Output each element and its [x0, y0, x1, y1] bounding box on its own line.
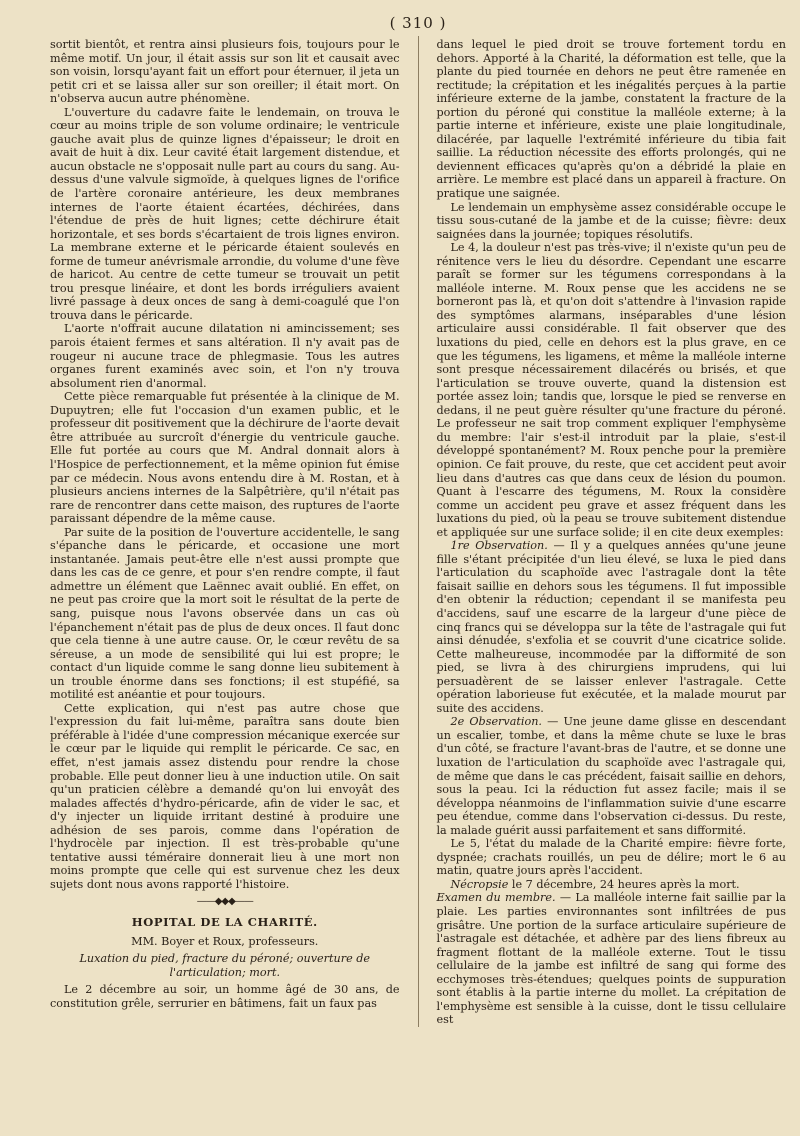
- two-column-body: [50, 38, 786, 1027]
- paragraph: Le lendemain un emphysème assez considérable occupe le tissu sous-cutané de la jambe et de la cuisse; fièvre: deux saignées dans la journée; topiques résolutifs.: [436, 200, 786, 241]
- paragraph: sortit bientôt, et rentra ainsi plusieurs fois, toujours pour le même motif. Un jour, il était assis sur son lit et causait avec son voisin, lorsqu'ayant fait un effort pour éternuer, il jeta un petit cri et se laissa aller sur son oreiller; il était mort. On n'observa aucun autre phénomène.: [50, 38, 400, 106]
- observation-2-label: 2e Observation.: [450, 715, 542, 729]
- right-column: [436, 38, 786, 1027]
- hospital-heading: HOPITAL DE LA CHARITÉ.: [131, 915, 318, 929]
- section-separator: ——◆◆◆——: [196, 896, 253, 908]
- paragraph: L'aorte n'offrait aucune dilatation ni amincissement; ses parois étaient fermes et sans altération. Il n'y avait pas de rougeur ni aucune trace de phlegmasie. Tous les autres organes furent examinés avec soin, et l'on n'y trouva absolument rien d'anormal.: [50, 322, 400, 390]
- paragraph: Le 2 décembre au soir, un homme âgé de 30 ans, de constitution grêle, serrurier en bâtimens, fait un faux pas: [50, 983, 400, 1010]
- examen-text: — La malléole interne fait saillie par la plaie. Les parties environnantes sont infiltrées de pus grisâtre. Une portion de la surface articulaire supérieure de l'astragale est détachée, et adhère par des liens fibreux au fragment flottant de la malléole externe. Tout le tissu cellulaire de la jambe est infiltré de sang qui forme des ecchymoses très-étendues; quelques points de suppuration sont établis à la partie interne du mollet. La crépitation de l'emphysème est sensible à la cuisse, dont le tissu cellulaire est: [436, 891, 786, 1027]
- necropsie-text: le 7 décembre, 24 heures après la mort.: [508, 877, 740, 891]
- professors-line: MM. Boyer et Roux, professeurs.: [131, 934, 319, 948]
- examen-label: Examen du membre.: [436, 891, 556, 905]
- paragraph: Le 4, la douleur n'est pas très-vive; il n'existe qu'un peu de rénitence vers le lieu du désordre. Cependant une escarre paraît se former sur les tégumens correspondans à la malléole interne. M. Roux pense que les accidens ne se borneront pas là, et qu'on doit s'attendre à l'invasion rapide des symptômes alarmans, inséparables d'une lésion articulaire aussi considérable. Il fait observer que des luxations du pied, celle en dehors est la plus grave, en ce que les tégumens, les ligamens, et même la malléole interne sont presque nécessairement dilacérés ou brisés, et que l'articulation se trouve ouverte, quand la distension est portée assez loin; tandis que, lorsque le pied se renverse en dedans, il ne peut guère résulter qu'une fracture du péroné. Le professeur ne sait trop comment expliquer l'emphysème du membre: l'air s'est-il introduit par la plaie, s'est-il développé spontanément? M. Roux penche pour la première opinion. Ce fait prouve, du reste, que cet accident peut avoir lieu dans d'autres cas que dans ceux de lésion du poumon. Quant à l'escarre des tégumens, M. Roux la considère comme un accident peu grave et assez fréquent dans les luxations du pied, où la peau se trouve subitement distendue et appliquée sur une surface solide; il en cite deux exemples:: [436, 241, 786, 539]
- observation-1-label: 1re Observation.: [450, 539, 548, 553]
- paragraph: Par suite de la position de l'ouverture accidentelle, le sang s'épanche dans le péricarde, et occasione une mort instantanée. Jamais peut-être elle n'est aussi prompte que dans les cas de ce genre, et pour s'en rendre compte, il faut admettre un élément que Laënnec avait oublié. En effet, on ne peut pas croire que la mort soit le résultat de la perte de sang, puisque nous l'avons observée dans un cas où l'épanchement n'était pas de plus de deux onces. Il faut donc que cela tienne à une autre cause. Or, le cœur revêtu de sa séreuse, a un mode de sensibilité qui lui est propre; le contact d'un liquide comme le sang donne lieu subitement à un trouble énorme dans ses fonctions; il est stupéfié, sa motilité est anéantie et pour toujours.: [50, 525, 400, 702]
- observation-2-text: — Une jeune dame glisse en descendant un escalier, tombe, et dans la même chute se luxe le bras d'un côté, se fracture l'avant-bras de l'autre, et se donne une luxation de l'articulation du scaphoïde avec l'astragale qui, de même que dans le cas précédent, faisait saillie en dehors, sous la peau. Ici la réduction fut assez facile; mais il se développa néanmoins de l'inflammation suivie d'une escarre peu étendue, comme dans l'observation ci-dessus. Du reste, la malade guérit aussi parfaitement et sans difformité.: [436, 715, 786, 837]
- case-title: Luxation du pied, fracture du péroné; ouverture de l'articulation; mort.: [79, 952, 371, 979]
- examen: [436, 891, 786, 1026]
- paragraph: Le 5, l'état du malade de la Charité empire: fièvre forte, dyspnée; crachats rouillés, un peu de délire; mort le 6 au matin, quatre jours après l'accident.: [436, 837, 786, 878]
- column-divider: [418, 36, 419, 1027]
- paragraph: Cette explication, qui n'est pas autre chose que l'expression du fait lui-même, paraîtra sans doute bien préférable à l'idée d'une compression mécanique exercée sur le cœur par le liquide qui remplit le péricarde. Ce sac, en effet, n'est jamais assez distendu pour rendre la chose probable. Elle peut donner lieu à une induction utile. On sait qu'un praticien célèbre a demandé qu'on lui envoyât des malades affectés d'hydro-péricarde, afin de vider le sac, et d'y injecter un liquide irritant destiné à produire une adhésion de ses parois, comme dans l'opération de l'hydrocèle par injection. Il est très-probable qu'une tentative aussi téméraire donnerait lieu à une mort non moins prompte que celle qui est survenue chez les deux sujets dont nous avons rapporté l'histoire.: [50, 701, 400, 891]
- paragraph: dans lequel le pied droit se trouve fortement tordu en dehors. Apporté à la Charité, la déformation est telle, que la plante du pied tournée en dehors ne peut être ramenée en rectitude; la crépitation et les inégalités perçues à la partie inférieure externe de la jambe, constatent la fracture de la portion du péroné qui constitue la malléole externe; à la partie interne et inférieure, existe une plaie longitudinale, dilacérée, par laquelle l'extrémité inférieure du tibia fait saillie. La réduction nécessite des efforts prolongés, qui ne deviennent efficaces qu'après qu'on a débridé la plaie en arrière. Le membre est placé dans un appareil à fracture. On pratique une saignée.: [436, 38, 786, 201]
- necropsie-label: Nécropsie: [450, 877, 509, 891]
- page-number: ( 310 ): [389, 14, 447, 32]
- observation-1: [436, 539, 786, 715]
- left-column: [50, 38, 400, 1027]
- observation-1-text: — Il y a quelques années qu'une jeune fille s'étant précipitée d'un lieu élevé, se luxa le pied dans l'articulation du scaphoïde avec l'astragale dont la tête faisait saillie en dehors sous les tégumens. Il fut impossible d'en obtenir la réduction; cependant il se manifesta peu d'accidens, sauf une escarre de la largeur d'une pièce de cinq francs qui se développa sur la tête de l'astragale qui fut ainsi dénudée, s'exfolia et se couvrit d'une cicatrice solide. Cette malheureuse, incommodée par la difformité de son pied, se livra à des chirurgiens imprudens, qui lui persuadèrent de se laisser enlever l'astragale. Cette opération laborieuse fut exécutée, et la malade mourut par suite des accidens.: [436, 539, 786, 715]
- paragraph: L'ouverture du cadavre faite le lendemain, on trouva le cœur au moins triple de son volume ordinaire; le ventricule gauche avait plus de quinze lignes d'épaisseur; le droit en avait de huit à dix. Leur cavité était largement distendue, et aucun obstacle ne s'opposait nulle part au cours du sang. Au-dessus d'une valvule sigmoïde, à quelques lignes de l'orifice de l'artère coronaire antérieure, les deux membranes internes de l'aorte étaient écartées, déchirées, dans l'étendue de près de huit lignes; cette déchirure était horizontale, et ses bords s'écartaient de trois lignes environ. La membrane externe et le péricarde étaient soulevés en forme de tumeur anévrismale arrondie, du volume d'une fève de haricot. Au centre de cette tumeur se trouvait un petit trou presque linéaire, et dont les bords irréguliers avaient livré passage à deux onces de sang à demi-coagulé que l'on trouva dans le péricarde.: [50, 105, 400, 322]
- necropsie: [436, 878, 786, 892]
- paragraph: Cette pièce remarquable fut présentée à la clinique de M. Dupuytren; elle fut l'occasion d'un examen public, et le professeur dit positivement que la déchirure de l'aorte devait être attribuée au surcroît d'énergie du ventricule gauche. Elle fut portée au cours que M. Andral donnait alors à l'Hospice de perfectionnement, et la même opinion fut émise par ce médecin. Nous avons entendu dire à M. Rostan, et à plusieurs anciens internes de la Salpêtrière, qu'il n'était pas rare de rencontrer dans cette maison, des ruptures de l'aorte paraissant dépendre de la même cause.: [50, 390, 400, 526]
- observation-2: [436, 715, 786, 837]
